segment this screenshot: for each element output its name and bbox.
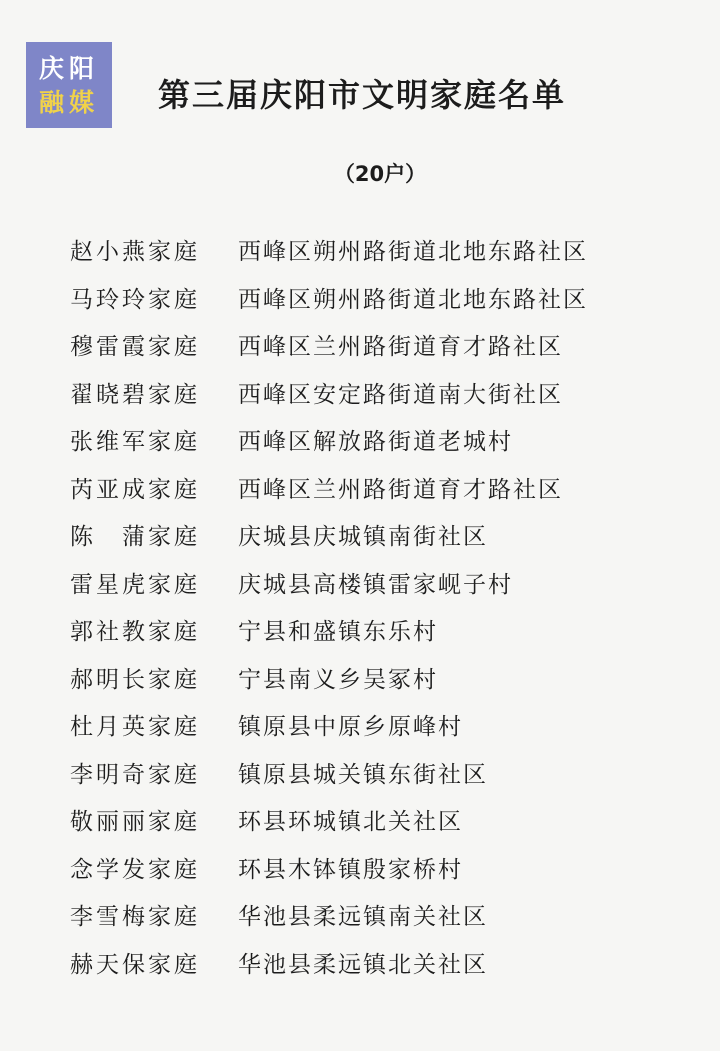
family-name: 陈 蒲家庭: [70, 524, 200, 551]
logo-line-2: 融媒: [38, 88, 99, 117]
family-name: 郭社教家庭: [70, 619, 200, 646]
list-item: [70, 701, 690, 749]
family-name: 赫天保家庭: [70, 951, 200, 978]
family-name: 杜月英家庭: [70, 714, 200, 741]
family-name: 郝明长家庭: [70, 666, 200, 693]
list-item: [70, 939, 690, 987]
list-item: [70, 654, 690, 702]
list-item: [70, 416, 690, 464]
family-name: 敬丽丽家庭: [70, 809, 200, 836]
family-name: 雷星虎家庭: [70, 571, 200, 598]
family-location: 庆城县庆城镇南街社区: [238, 524, 488, 551]
list-item: [70, 226, 690, 274]
list-item: [70, 749, 690, 797]
family-location: 西峰区朔州路街道北地东路社区: [238, 286, 588, 313]
family-location: 华池县柔远镇南关社区: [238, 904, 488, 931]
document-title: 第三届庆阳市文明家庭名单: [158, 76, 567, 114]
family-location: 华池县柔远镇北关社区: [238, 951, 488, 978]
logo-line-1: 庆阳: [38, 54, 99, 83]
family-name: 翟晓碧家庭: [70, 381, 200, 408]
list-item: [70, 321, 690, 369]
family-name: 张维军家庭: [70, 429, 200, 456]
family-location: 环县木钵镇殷家桥村: [238, 856, 463, 883]
list-item: [70, 606, 690, 654]
document-subtitle: （20户）: [333, 162, 427, 186]
media-logo: [26, 42, 112, 128]
family-name: 李明奇家庭: [70, 761, 200, 788]
family-location: 环县环城镇北关社区: [238, 809, 463, 836]
family-location: 西峰区解放路街道老城村: [238, 429, 513, 456]
list-item: [70, 369, 690, 417]
family-location: 镇原县城关镇东街社区: [238, 761, 488, 788]
family-name: 穆雷霞家庭: [70, 334, 200, 361]
list-item: [70, 844, 690, 892]
family-name: 芮亚成家庭: [70, 476, 200, 503]
family-location: 西峰区兰州路街道育才路社区: [238, 476, 563, 503]
family-location: 宁县南义乡吴冢村: [238, 666, 438, 693]
family-name: 马玲玲家庭: [70, 286, 200, 313]
list-item: [70, 464, 690, 512]
family-name: 念学发家庭: [70, 856, 200, 883]
family-location: 西峰区朔州路街道北地东路社区: [238, 239, 588, 266]
list-item: [70, 511, 690, 559]
family-location: 宁县和盛镇东乐村: [238, 619, 438, 646]
list-item: [70, 891, 690, 939]
family-location: 庆城县高楼镇雷家岘子村: [238, 571, 513, 598]
family-name: 赵小燕家庭: [70, 239, 200, 266]
list-item: [70, 274, 690, 322]
family-location: 镇原县中原乡原峰村: [238, 714, 463, 741]
family-location: 西峰区兰州路街道育才路社区: [238, 334, 563, 361]
family-list: [70, 226, 690, 986]
list-item: [70, 796, 690, 844]
family-name: 李雪梅家庭: [70, 904, 200, 931]
family-location: 西峰区安定路街道南大街社区: [238, 381, 563, 408]
list-item: [70, 559, 690, 607]
